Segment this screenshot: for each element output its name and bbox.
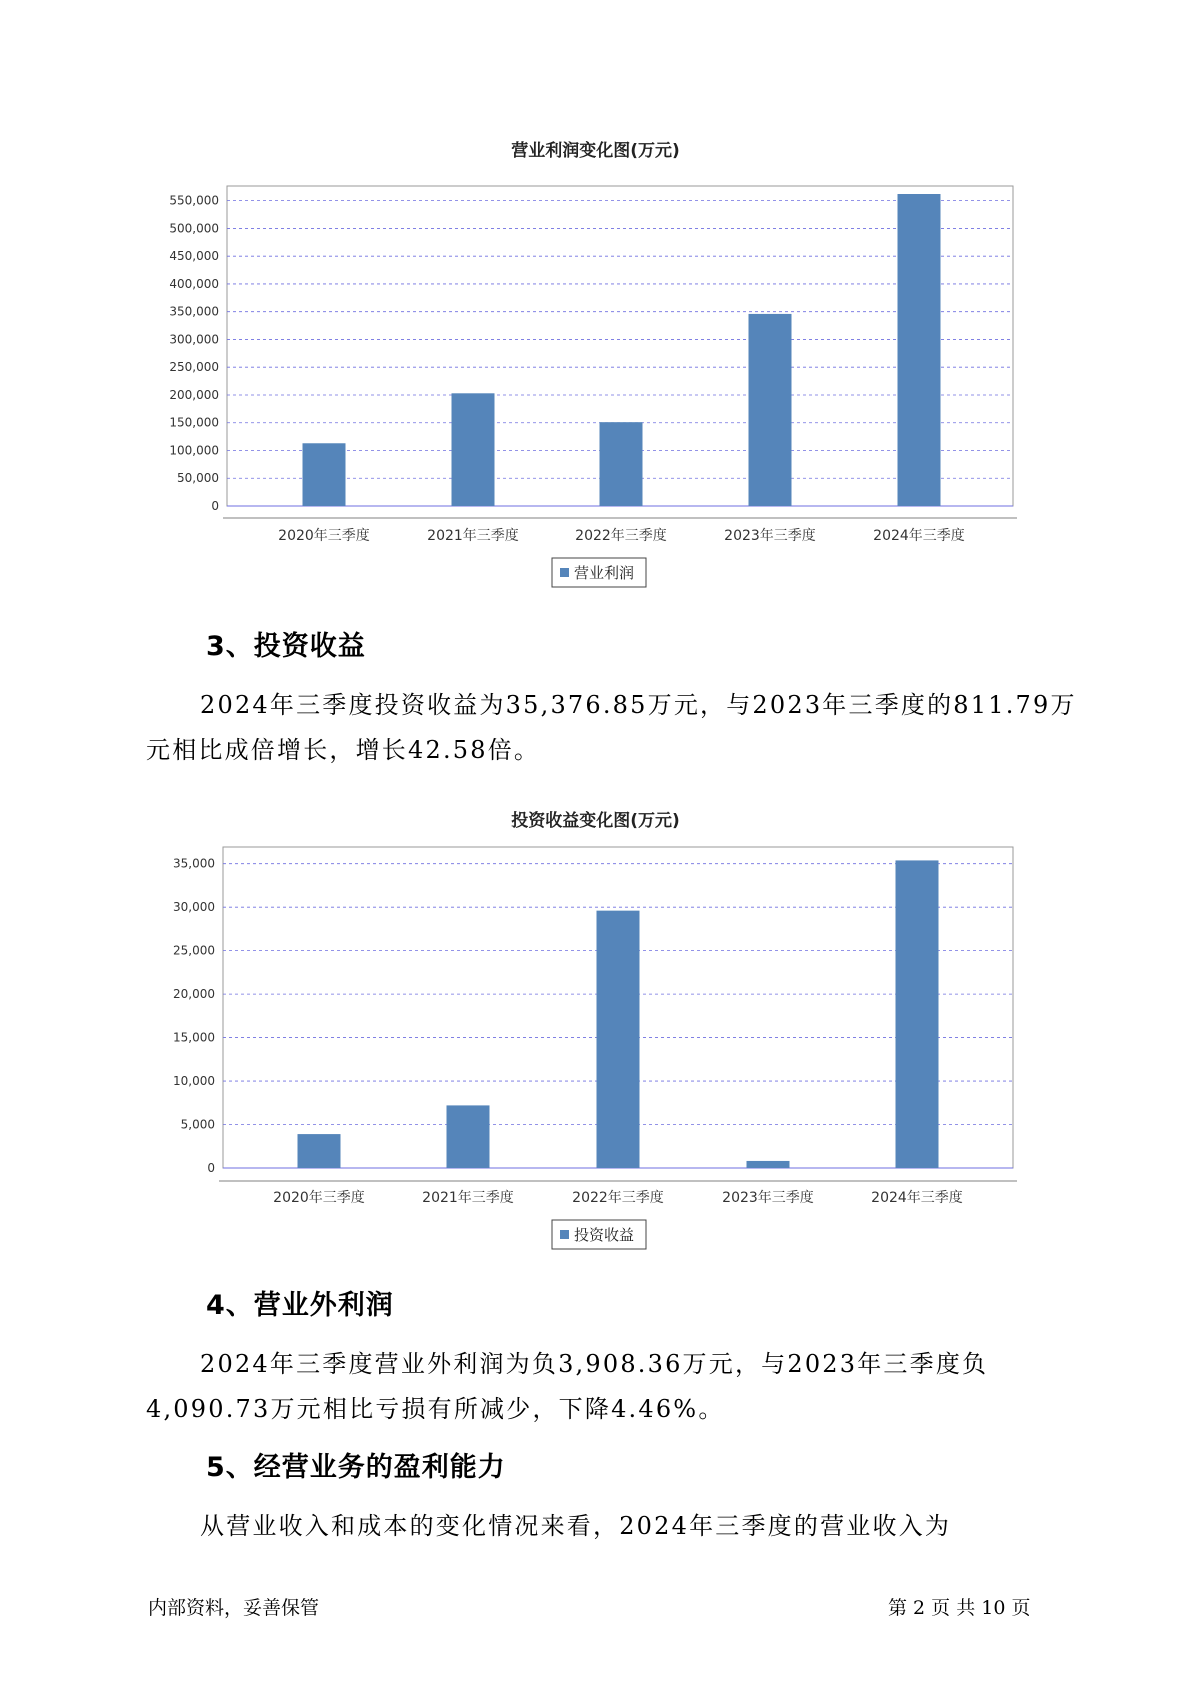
section-3-line-1: 2024年三季度投资收益为35,376.85万元，与2023年三季度的811.79万 (200, 691, 1077, 719)
y-tick-label: 300,000 (169, 332, 219, 347)
invest-chart-title: 投资收益变化图(万元) (511, 811, 680, 831)
x-tick-label: 2020年三季度 (273, 1190, 365, 1206)
bar (747, 1161, 790, 1168)
x-tick-label: 2021年三季度 (422, 1190, 514, 1206)
section-5-heading: 5、经营业务的盈利能力 (206, 1452, 506, 1483)
bar (749, 314, 792, 506)
x-tick-label: 2021年三季度 (427, 528, 519, 544)
bar (597, 911, 640, 1168)
x-tick-label: 2020年三季度 (278, 528, 370, 544)
x-tick-label: 2024年三季度 (871, 1190, 963, 1206)
legend-swatch (560, 1230, 569, 1239)
y-tick-label: 200,000 (169, 387, 219, 402)
bar (447, 1105, 490, 1168)
y-tick-label: 15,000 (173, 1030, 215, 1045)
y-tick-label: 150,000 (169, 415, 219, 430)
bar (303, 443, 346, 506)
invest-bar-chart (0, 840, 1191, 1260)
y-tick-label: 400,000 (169, 276, 219, 291)
footer-page-number: 第 2 页 共 10 页 (888, 1597, 1031, 1619)
footer-left: 内部资料，妥善保管 (148, 1597, 320, 1619)
y-tick-label: 35,000 (173, 856, 215, 871)
section-4-heading: 4、营业外利润 (206, 1290, 394, 1321)
y-tick-label: 50,000 (177, 471, 219, 486)
y-tick-label: 450,000 (169, 249, 219, 264)
y-tick-label: 10,000 (173, 1074, 215, 1089)
section-5-paragraph (146, 1504, 1066, 1549)
legend (552, 1220, 646, 1249)
profit-bar-chart (0, 170, 1191, 590)
x-tick-label: 2022年三季度 (572, 1190, 664, 1206)
section-4-line-1: 2024年三季度营业外利润为负3,908.36万元，与2023年三季度负 (200, 1350, 989, 1378)
y-tick-label: 30,000 (173, 900, 215, 915)
bar (600, 422, 643, 506)
y-tick-label: 500,000 (169, 221, 219, 236)
x-tick-label: 2022年三季度 (575, 528, 667, 544)
x-tick-label: 2023年三季度 (724, 528, 816, 544)
y-tick-label: 25,000 (173, 943, 215, 958)
profit-chart-title: 营业利润变化图(万元) (511, 141, 680, 161)
y-tick-label: 350,000 (169, 304, 219, 319)
section-4-line-2: 4,090.73万元相比亏损有所减少，下降4.46%。 (146, 1395, 725, 1423)
y-tick-label: 20,000 (173, 987, 215, 1002)
bar (896, 860, 939, 1168)
y-tick-label: 0 (211, 499, 219, 513)
y-tick-label: 5,000 (180, 1117, 215, 1132)
bar (298, 1134, 341, 1168)
section-3-heading: 3、投资收益 (206, 631, 366, 662)
section-3-paragraph (146, 683, 1077, 773)
legend-label: 投资收益 (574, 1226, 635, 1244)
x-tick-label: 2023年三季度 (722, 1190, 814, 1206)
y-tick-label: 0 (207, 1161, 215, 1175)
y-tick-label: 100,000 (169, 443, 219, 458)
y-tick-label: 250,000 (169, 360, 219, 375)
y-tick-label: 550,000 (169, 193, 219, 208)
x-tick-label: 2024年三季度 (873, 528, 965, 544)
section-3-line-2: 元相比成倍增长，增长42.58倍。 (146, 736, 541, 764)
bar (898, 194, 941, 506)
legend-label: 营业利润 (574, 564, 635, 582)
section-4-paragraph (146, 1342, 1066, 1432)
section-5-line-1: 从营业收入和成本的变化情况来看，2024年三季度的营业收入为 (200, 1512, 952, 1540)
bar (452, 393, 495, 506)
legend-swatch (560, 568, 569, 577)
legend (552, 558, 646, 587)
